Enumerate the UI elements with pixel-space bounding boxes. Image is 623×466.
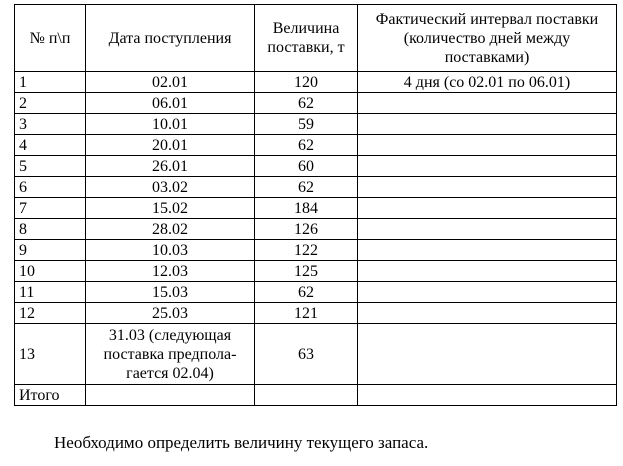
row-number-cell: 1 xyxy=(15,72,86,93)
total-interval-cell xyxy=(358,385,617,406)
table-row xyxy=(15,282,617,303)
header-quantity: Величина поставки, т xyxy=(255,5,358,72)
row-date-cell: 15.03 xyxy=(86,282,255,303)
row-quantity-cell: 62 xyxy=(255,282,358,303)
row-quantity-cell: 60 xyxy=(255,156,358,177)
row-date-cell: 06.01 xyxy=(86,93,255,114)
total-date-cell xyxy=(86,385,255,406)
row-number-cell: 7 xyxy=(15,198,86,219)
row-quantity-cell: 120 xyxy=(255,72,358,93)
row-interval-cell: 4 дня (со 02.01 по 06.01) xyxy=(358,72,617,93)
header-date: Дата поступления xyxy=(86,5,255,72)
table-row xyxy=(15,177,617,198)
row-number-cell: 3 xyxy=(15,114,86,135)
total-row xyxy=(15,385,617,406)
row-date-cell: 15.02 xyxy=(86,198,255,219)
table-row xyxy=(15,219,617,240)
table-row xyxy=(15,156,617,177)
row-number-cell: 8 xyxy=(15,219,86,240)
row-interval-cell xyxy=(358,177,617,198)
total-quantity-cell xyxy=(255,385,358,406)
row-date-cell: 02.01 xyxy=(86,72,255,93)
row-date-cell: 12.03 xyxy=(86,261,255,282)
row-interval-cell xyxy=(358,93,617,114)
row-interval-cell xyxy=(358,198,617,219)
row-interval-cell xyxy=(358,156,617,177)
row-number-cell: 4 xyxy=(15,135,86,156)
row-quantity-cell: 62 xyxy=(255,177,358,198)
row-quantity-cell: 122 xyxy=(255,240,358,261)
row-date-cell: 25.03 xyxy=(86,303,255,324)
row-interval-cell xyxy=(358,219,617,240)
row-interval-cell xyxy=(358,303,617,324)
table-row xyxy=(15,114,617,135)
table-row xyxy=(15,93,617,114)
row-number-cell: 9 xyxy=(15,240,86,261)
row-date-cell: 10.01 xyxy=(86,114,255,135)
header-number: № п\п xyxy=(15,5,86,72)
row-date-cell: 26.01 xyxy=(86,156,255,177)
row-quantity-cell: 62 xyxy=(255,93,358,114)
row-number-cell: 10 xyxy=(15,261,86,282)
row-date-cell: 20.01 xyxy=(86,135,255,156)
table-row xyxy=(15,135,617,156)
row-interval-cell xyxy=(358,135,617,156)
header-interval: Фактический интервал поставки (количество дней между поставками) xyxy=(358,5,617,72)
row-date-cell: 31.03 (следующая поставка предпола-гается 02.04) xyxy=(86,324,255,385)
row-quantity-cell: 59 xyxy=(255,114,358,135)
row-quantity-cell: 126 xyxy=(255,219,358,240)
total-label: Итого xyxy=(15,385,86,406)
row-number-cell: 12 xyxy=(15,303,86,324)
row-interval-cell xyxy=(358,324,617,385)
table-row xyxy=(15,261,617,282)
row-interval-cell xyxy=(358,240,617,261)
row-interval-cell xyxy=(358,114,617,135)
row-number-cell: 13 xyxy=(15,324,86,385)
row-interval-cell xyxy=(358,282,617,303)
row-date-cell: 03.02 xyxy=(86,177,255,198)
row-quantity-cell: 125 xyxy=(255,261,358,282)
row-quantity-cell: 62 xyxy=(255,135,358,156)
table-row xyxy=(15,324,617,385)
supply-table xyxy=(14,4,617,406)
table-row xyxy=(15,198,617,219)
row-number-cell: 6 xyxy=(15,177,86,198)
row-quantity-cell: 121 xyxy=(255,303,358,324)
row-number-cell: 2 xyxy=(15,93,86,114)
row-quantity-cell: 63 xyxy=(255,324,358,385)
row-number-cell: 5 xyxy=(15,156,86,177)
table-row xyxy=(15,240,617,261)
table-row xyxy=(15,72,617,93)
row-quantity-cell: 184 xyxy=(255,198,358,219)
row-number-cell: 11 xyxy=(15,282,86,303)
task-statement: Необходимо определить величину текущего запаса. xyxy=(54,433,429,452)
row-interval-cell xyxy=(358,261,617,282)
row-date-cell: 10.03 xyxy=(86,240,255,261)
row-date-cell: 28.02 xyxy=(86,219,255,240)
table-header-row xyxy=(15,5,617,72)
table-row xyxy=(15,303,617,324)
